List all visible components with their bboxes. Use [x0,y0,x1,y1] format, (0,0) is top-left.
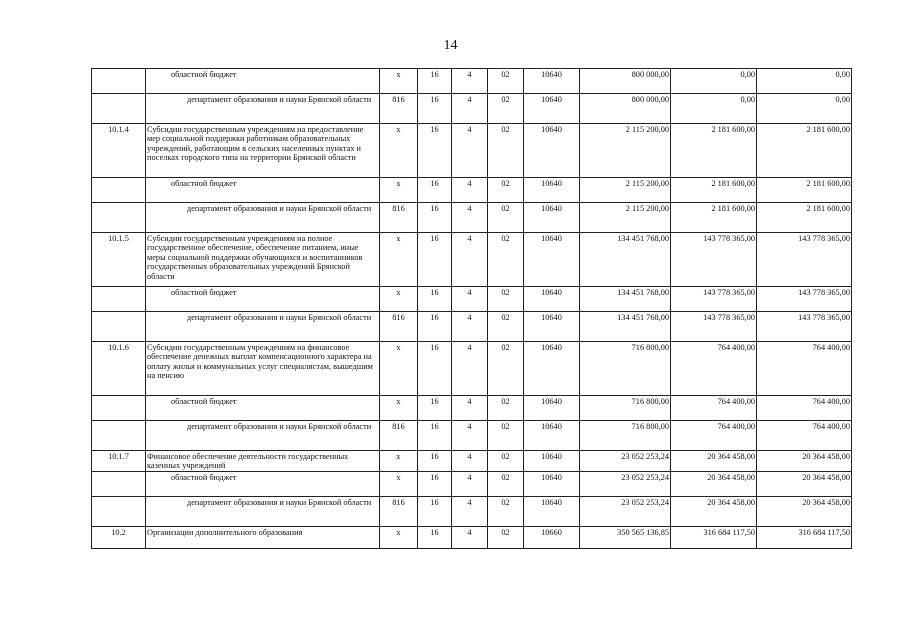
code-cell-1: х [380,233,418,287]
row-number-cell [92,421,146,451]
amount-cell-1: 350 565 136,85 [580,527,671,549]
amount-cell-2: 316 684 117,50 [671,527,757,549]
amount-cell-2: 20 364 458,00 [671,451,757,472]
row-name-cell: Субсидии государственным учреждениям на предоставление мер социальной поддержки работникам образовательных учреждений, работающим в сельских населенных пунктах и поселках городского типа на территории Брянской области [146,124,380,178]
row-number-cell: 10.1.6 [92,342,146,396]
code-cell-5: 10640 [524,178,580,203]
row-name-cell-text: областной бюджет [171,397,237,406]
code-cell-1: х [380,472,418,497]
row-name-cell [146,396,380,421]
table-row [92,527,852,549]
code-cell-3: 4 [452,124,488,178]
row-number-cell [92,497,146,527]
row-name-cell [146,312,380,342]
row-name-cell-text: департамент образования и науки Брянской области [187,204,372,213]
code-cell-3: 4 [452,233,488,287]
code-cell-4: 02 [488,421,524,451]
table-row [92,203,852,233]
code-cell-3: 4 [452,472,488,497]
code-cell-4: 02 [488,287,524,312]
code-cell-4: 02 [488,451,524,472]
code-cell-3: 4 [452,342,488,396]
row-name-cell: Финансовое обеспечение деятельности государственных казенных учреждений [146,451,380,472]
amount-cell-1: 23 052 253,24 [580,472,671,497]
code-cell-4: 02 [488,178,524,203]
code-cell-2: 16 [418,69,452,94]
row-number-cell [92,178,146,203]
code-cell-2: 16 [418,451,452,472]
amount-cell-1: 2 115 200,00 [580,203,671,233]
amount-cell-3: 764 400,00 [757,396,852,421]
code-cell-2: 16 [418,233,452,287]
code-cell-1: 816 [380,421,418,451]
code-cell-5: 10640 [524,396,580,421]
amount-cell-1: 2 115 200,00 [580,124,671,178]
amount-cell-1: 23 052 253,24 [580,451,671,472]
row-number-cell [92,94,146,124]
code-cell-3: 4 [452,178,488,203]
code-cell-1: х [380,527,418,549]
page-number: 14 [443,38,458,53]
row-name-cell [146,69,380,94]
code-cell-4: 02 [488,94,524,124]
code-cell-3: 4 [452,421,488,451]
code-cell-5: 10640 [524,287,580,312]
amount-cell-3: 143 778 365,00 [757,233,852,287]
code-cell-1: х [380,69,418,94]
row-name-cell [146,421,380,451]
amount-cell-1: 716 800,00 [580,421,671,451]
row-name-cell: Субсидии государственным учреждениям на финансовое обеспечение денежных выплат компенсационного характера на оплату жилья и коммунальных услуг специалистам, вышедшим на пенсию [146,342,380,396]
amount-cell-3: 316 684 117,50 [757,527,852,549]
code-cell-4: 02 [488,233,524,287]
code-cell-2: 16 [418,124,452,178]
table-row [92,421,852,451]
budget-table [91,68,852,549]
amount-cell-3: 0,00 [757,69,852,94]
row-name-cell-text: департамент образования и науки Брянской области [187,313,372,322]
code-cell-4: 02 [488,342,524,396]
row-name-cell-text: областной бюджет [171,179,237,188]
table-row [92,178,852,203]
table-row [92,451,852,472]
row-number-cell: 10.1.5 [92,233,146,287]
row-name-cell-text: областной бюджет [171,288,237,297]
amount-cell-2: 764 400,00 [671,396,757,421]
amount-cell-1: 800 000,00 [580,94,671,124]
code-cell-2: 16 [418,312,452,342]
code-cell-2: 16 [418,342,452,396]
code-cell-5: 10640 [524,342,580,396]
amount-cell-2: 2 181 600,00 [671,124,757,178]
row-number-cell [92,472,146,497]
code-cell-5: 10640 [524,421,580,451]
code-cell-2: 16 [418,94,452,124]
amount-cell-2: 20 364 458,00 [671,497,757,527]
row-name-cell [146,287,380,312]
amount-cell-3: 143 778 365,00 [757,312,852,342]
table-row [92,312,852,342]
code-cell-3: 4 [452,312,488,342]
amount-cell-2: 143 778 365,00 [671,233,757,287]
amount-cell-2: 0,00 [671,69,757,94]
code-cell-4: 02 [488,527,524,549]
table-row [92,396,852,421]
code-cell-5: 10640 [524,69,580,94]
amount-cell-1: 716 800,00 [580,396,671,421]
code-cell-1: 816 [380,312,418,342]
code-cell-4: 02 [488,497,524,527]
code-cell-5: 10640 [524,233,580,287]
amount-cell-1: 134 451 768,00 [580,312,671,342]
row-name-cell-text: департамент образования и науки Брянской области [187,498,372,507]
row-name-cell [146,94,380,124]
code-cell-3: 4 [452,527,488,549]
code-cell-3: 4 [452,451,488,472]
code-cell-1: 816 [380,94,418,124]
amount-cell-3: 143 778 365,00 [757,287,852,312]
code-cell-4: 02 [488,203,524,233]
code-cell-1: 816 [380,497,418,527]
code-cell-4: 02 [488,124,524,178]
code-cell-2: 16 [418,527,452,549]
code-cell-5: 10640 [524,203,580,233]
code-cell-5: 10640 [524,124,580,178]
code-cell-1: х [380,451,418,472]
table-row [92,342,852,396]
row-number-cell [92,287,146,312]
table-row [92,69,852,94]
row-name-cell-text: областной бюджет [171,473,237,482]
amount-cell-3: 764 400,00 [757,421,852,451]
code-cell-1: х [380,396,418,421]
amount-cell-1: 2 115 200,00 [580,178,671,203]
code-cell-2: 16 [418,421,452,451]
code-cell-5: 10640 [524,472,580,497]
code-cell-3: 4 [452,497,488,527]
code-cell-1: х [380,342,418,396]
code-cell-2: 16 [418,497,452,527]
code-cell-3: 4 [452,203,488,233]
code-cell-2: 16 [418,396,452,421]
code-cell-5: 10640 [524,451,580,472]
code-cell-1: 816 [380,203,418,233]
code-cell-3: 4 [452,287,488,312]
code-cell-2: 16 [418,178,452,203]
code-cell-3: 4 [452,396,488,421]
amount-cell-2: 2 181 600,00 [671,203,757,233]
code-cell-3: 4 [452,94,488,124]
code-cell-5: 10640 [524,94,580,124]
amount-cell-3: 764 400,00 [757,342,852,396]
table-row [92,472,852,497]
row-number-cell [92,69,146,94]
amount-cell-2: 20 364 458,00 [671,472,757,497]
code-cell-1: х [380,178,418,203]
row-number-cell: 10.2 [92,527,146,549]
row-number-cell: 10.1.7 [92,451,146,472]
row-name-cell-text: областной бюджет [171,70,237,79]
row-name-cell [146,178,380,203]
amount-cell-1: 800 000,00 [580,69,671,94]
code-cell-4: 02 [488,312,524,342]
code-cell-4: 02 [488,69,524,94]
table-body [92,69,852,549]
row-name-cell [146,497,380,527]
code-cell-1: х [380,124,418,178]
code-cell-5: 10640 [524,497,580,527]
table-row [92,287,852,312]
code-cell-5: 10640 [524,312,580,342]
row-name-cell [146,203,380,233]
code-cell-2: 16 [418,472,452,497]
amount-cell-2: 764 400,00 [671,421,757,451]
row-name-cell [146,472,380,497]
amount-cell-1: 134 451 768,00 [580,233,671,287]
code-cell-1: х [380,287,418,312]
code-cell-2: 16 [418,203,452,233]
row-name-cell: Субсидии государственным учреждениям на полное государственное обеспечение, обеспечение питанием, иные меры социальной поддержки обучающихся и воспитанников государственных образовательных учреждений Брянской области [146,233,380,287]
code-cell-4: 02 [488,396,524,421]
amount-cell-2: 143 778 365,00 [671,287,757,312]
table-row [92,497,852,527]
code-cell-3: 4 [452,69,488,94]
amount-cell-3: 20 364 458,00 [757,472,852,497]
amount-cell-1: 23 052 253,24 [580,497,671,527]
amount-cell-2: 0,00 [671,94,757,124]
row-name-cell-text: департамент образования и науки Брянской области [187,95,372,104]
table-row [92,124,852,178]
row-number-cell [92,312,146,342]
amount-cell-1: 134 451 768,00 [580,287,671,312]
amount-cell-2: 143 778 365,00 [671,312,757,342]
amount-cell-3: 20 364 458,00 [757,497,852,527]
row-number-cell [92,203,146,233]
code-cell-4: 02 [488,472,524,497]
code-cell-2: 16 [418,287,452,312]
amount-cell-3: 2 181 600,00 [757,178,852,203]
row-number-cell [92,396,146,421]
amount-cell-1: 716 800,00 [580,342,671,396]
code-cell-5: 10660 [524,527,580,549]
amount-cell-3: 20 364 458,00 [757,451,852,472]
table-row [92,233,852,287]
amount-cell-2: 2 181 600,00 [671,178,757,203]
table-row [92,94,852,124]
amount-cell-2: 764 400,00 [671,342,757,396]
amount-cell-3: 2 181 600,00 [757,203,852,233]
amount-cell-3: 0,00 [757,94,852,124]
row-name-cell: Организации дополнительного образования [146,527,380,549]
row-number-cell: 10.1.4 [92,124,146,178]
row-name-cell-text: департамент образования и науки Брянской области [187,422,372,431]
amount-cell-3: 2 181 600,00 [757,124,852,178]
